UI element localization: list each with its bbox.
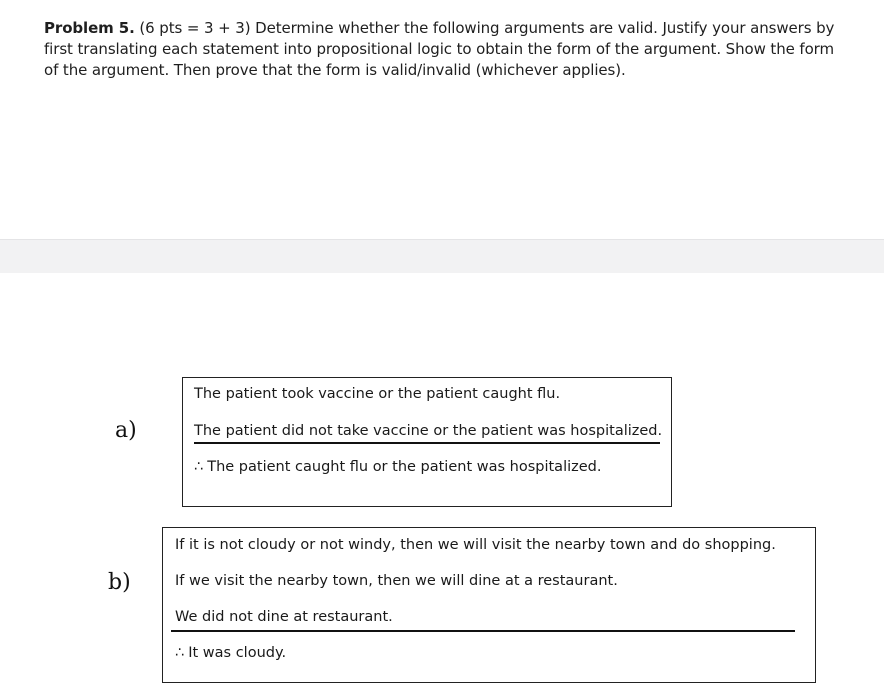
problem-heading: Problem 5. [44,19,135,37]
argument-box-a [182,377,672,507]
page-break-divider [0,239,884,273]
premise-a-1: The patient took vaccine or the patient caught flu. [194,386,561,402]
conclusion-a-text: The patient caught flu or the patient was hospitalized. [207,459,602,475]
problem-body: (6 pts = 3 + 3) Determine whether the following arguments are valid. Justify your answers by first translating each statement into propositional logic to obtain the form of the argument. Show the form of the argument. Then prove that the form is valid/invalid (whichever applies). [44,19,835,79]
premise-a-2: The patient did not take vaccine or the patient was hospitalized. [194,423,663,439]
premise-b-2: If we visit the nearby town, then we will dine at a restaurant. [175,573,618,589]
conclusion-a [194,459,601,475]
premise-b-3: We did not dine at restaurant. [175,609,393,625]
part-a-label: a) [115,418,137,443]
conclusion-b [175,645,286,661]
conclusion-rule-a [194,442,660,444]
therefore-symbol: ∴ [194,459,204,475]
part-b-label: b) [108,570,131,595]
therefore-symbol: ∴ [175,645,185,661]
problem-statement [44,18,844,81]
argument-box-b [162,527,816,683]
premise-b-1: If it is not cloudy or not windy, then we will visit the nearby town and do shopping. [175,537,776,553]
conclusion-b-text: It was cloudy. [188,645,287,661]
conclusion-rule-b [171,630,795,632]
